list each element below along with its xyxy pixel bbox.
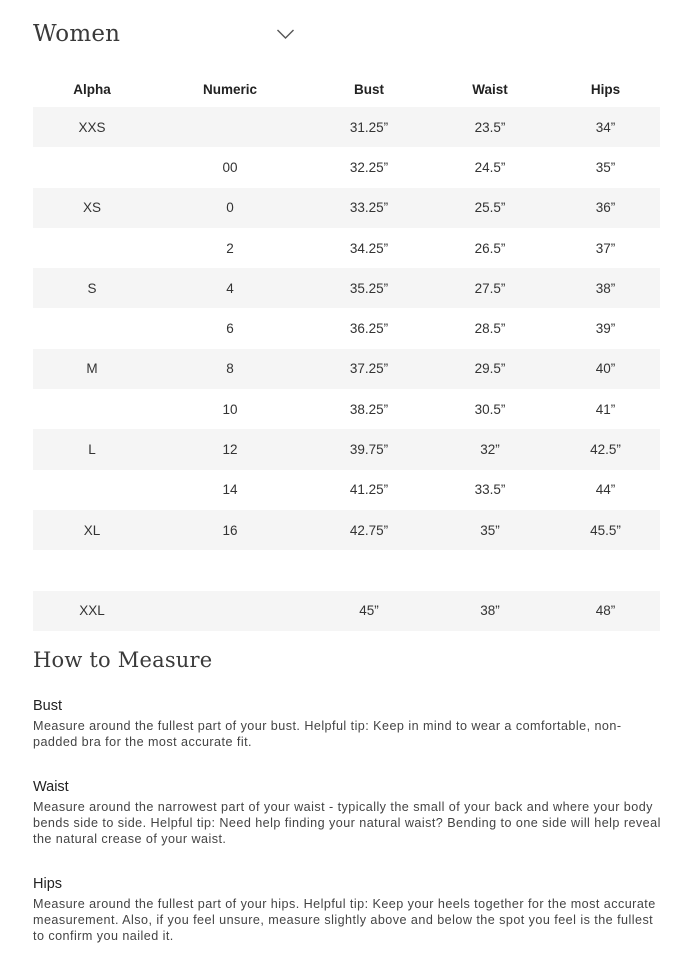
table-row <box>33 510 660 550</box>
bust-cell: 39.75” <box>349 442 389 458</box>
bust-cell: 36.25” <box>349 321 389 337</box>
table-row <box>33 147 660 187</box>
header-numeric: Numeric <box>202 82 258 97</box>
hips-cell: 38” <box>595 280 616 296</box>
how-to-measure <box>33 648 663 943</box>
hips-cell: 39” <box>595 321 616 337</box>
waist-cell: 38” <box>480 603 500 619</box>
numeric-cell: 4 <box>226 280 234 296</box>
table-row <box>33 429 660 469</box>
numeric-cell: 14 <box>222 482 238 498</box>
hips-cell: 45.5” <box>590 522 621 538</box>
alpha-cell: M <box>86 361 98 377</box>
header-bust: Bust <box>354 82 384 97</box>
waist-cell: 25.5” <box>474 200 506 216</box>
size-table-header <box>33 72 660 107</box>
numeric-cell: 00 <box>222 159 238 175</box>
bust-cell: 33.25” <box>349 200 389 216</box>
hips-cell: 37” <box>595 240 616 256</box>
alpha-cell: XS <box>82 200 101 216</box>
waist-cell: 29.5” <box>474 361 506 377</box>
table-row <box>33 349 660 389</box>
hips-cell: 36” <box>595 200 616 216</box>
hips-cell: 35” <box>595 159 616 175</box>
table-row <box>33 268 660 308</box>
numeric-cell: 12 <box>222 442 238 458</box>
table-row <box>33 228 660 268</box>
alpha-cell: S <box>87 280 97 296</box>
table-row <box>33 107 660 147</box>
gender-dropdown-label: Women <box>33 21 121 47</box>
table-row <box>33 591 660 631</box>
numeric-cell: 6 <box>226 321 234 337</box>
bust-cell: 42.75” <box>349 522 389 538</box>
waist-cell: 23.5” <box>474 119 506 135</box>
chevron-down-icon[interactable] <box>276 27 295 41</box>
how-to-measure-heading: How to Measure <box>33 648 213 672</box>
numeric-cell: 10 <box>222 401 238 417</box>
hips-cell: 44” <box>595 482 616 498</box>
bust-cell: 37.25” <box>349 361 389 377</box>
measure-section-bust <box>33 698 663 750</box>
numeric-cell: 16 <box>222 522 238 538</box>
header-alpha: Alpha <box>73 82 111 97</box>
alpha-cell: L <box>88 442 96 458</box>
bust-cell: 38.25” <box>349 401 389 417</box>
bust-cell: 32.25” <box>349 159 389 175</box>
waist-cell: 27.5” <box>474 280 506 296</box>
numeric-cell: 2 <box>226 240 234 256</box>
measure-section-waist <box>33 779 663 847</box>
hips-cell: 48” <box>595 603 616 619</box>
waist-cell: 32” <box>480 442 500 458</box>
bust-cell: 31.25” <box>349 119 389 135</box>
measure-section-hips <box>33 876 663 944</box>
table-row-empty <box>33 550 660 590</box>
table-row <box>33 188 660 228</box>
gender-dropdown[interactable] <box>33 14 298 54</box>
alpha-cell: XXS <box>78 119 106 135</box>
waist-cell: 30.5” <box>474 401 506 417</box>
table-row <box>33 308 660 348</box>
size-table <box>33 72 660 631</box>
bust-cell: 35.25” <box>349 280 389 296</box>
waist-cell: 35” <box>480 522 500 538</box>
bust-cell: 41.25” <box>349 482 389 498</box>
alpha-cell: XL <box>83 522 101 538</box>
numeric-cell: 8 <box>226 361 234 377</box>
measure-section-title: Waist <box>33 779 69 795</box>
numeric-cell: 0 <box>226 200 234 216</box>
hips-cell: 40” <box>595 361 616 377</box>
bust-cell: 34.25” <box>349 240 389 256</box>
hips-cell: 41” <box>595 401 616 417</box>
waist-cell: 26.5” <box>474 240 506 256</box>
header-waist: Waist <box>472 82 508 97</box>
measure-section-body: Measure around the fullest part of your bust. Helpful tip: Keep in mind to wear a comfortable, non-padded bra for the most accurate fit. <box>33 719 622 749</box>
alpha-cell: XXL <box>79 603 105 619</box>
hips-cell: 34” <box>595 119 616 135</box>
measure-section-body: Measure around the narrowest part of your waist - typically the small of your back and where your body bends side to side. Helpful tip: Need help finding your natural waist? Bending to one side will help reveal the natural crease of your waist. <box>33 800 661 846</box>
measure-section-title: Hips <box>33 876 63 892</box>
bust-cell: 45” <box>359 603 379 619</box>
waist-cell: 33.5” <box>474 482 506 498</box>
measure-section-body: Measure around the fullest part of your hips. Helpful tip: Keep your heels together for the most accurate measurement. Also, if you feel unsure, measure slightly above and below the spot you feel is the fullest to confirm you nailed it. <box>33 897 656 943</box>
measure-section-title: Bust <box>33 698 63 714</box>
header-hips: Hips <box>590 82 621 97</box>
table-row <box>33 470 660 510</box>
hips-cell: 42.5” <box>590 442 621 458</box>
table-row <box>33 389 660 429</box>
waist-cell: 24.5” <box>474 159 506 175</box>
waist-cell: 28.5” <box>474 321 506 337</box>
